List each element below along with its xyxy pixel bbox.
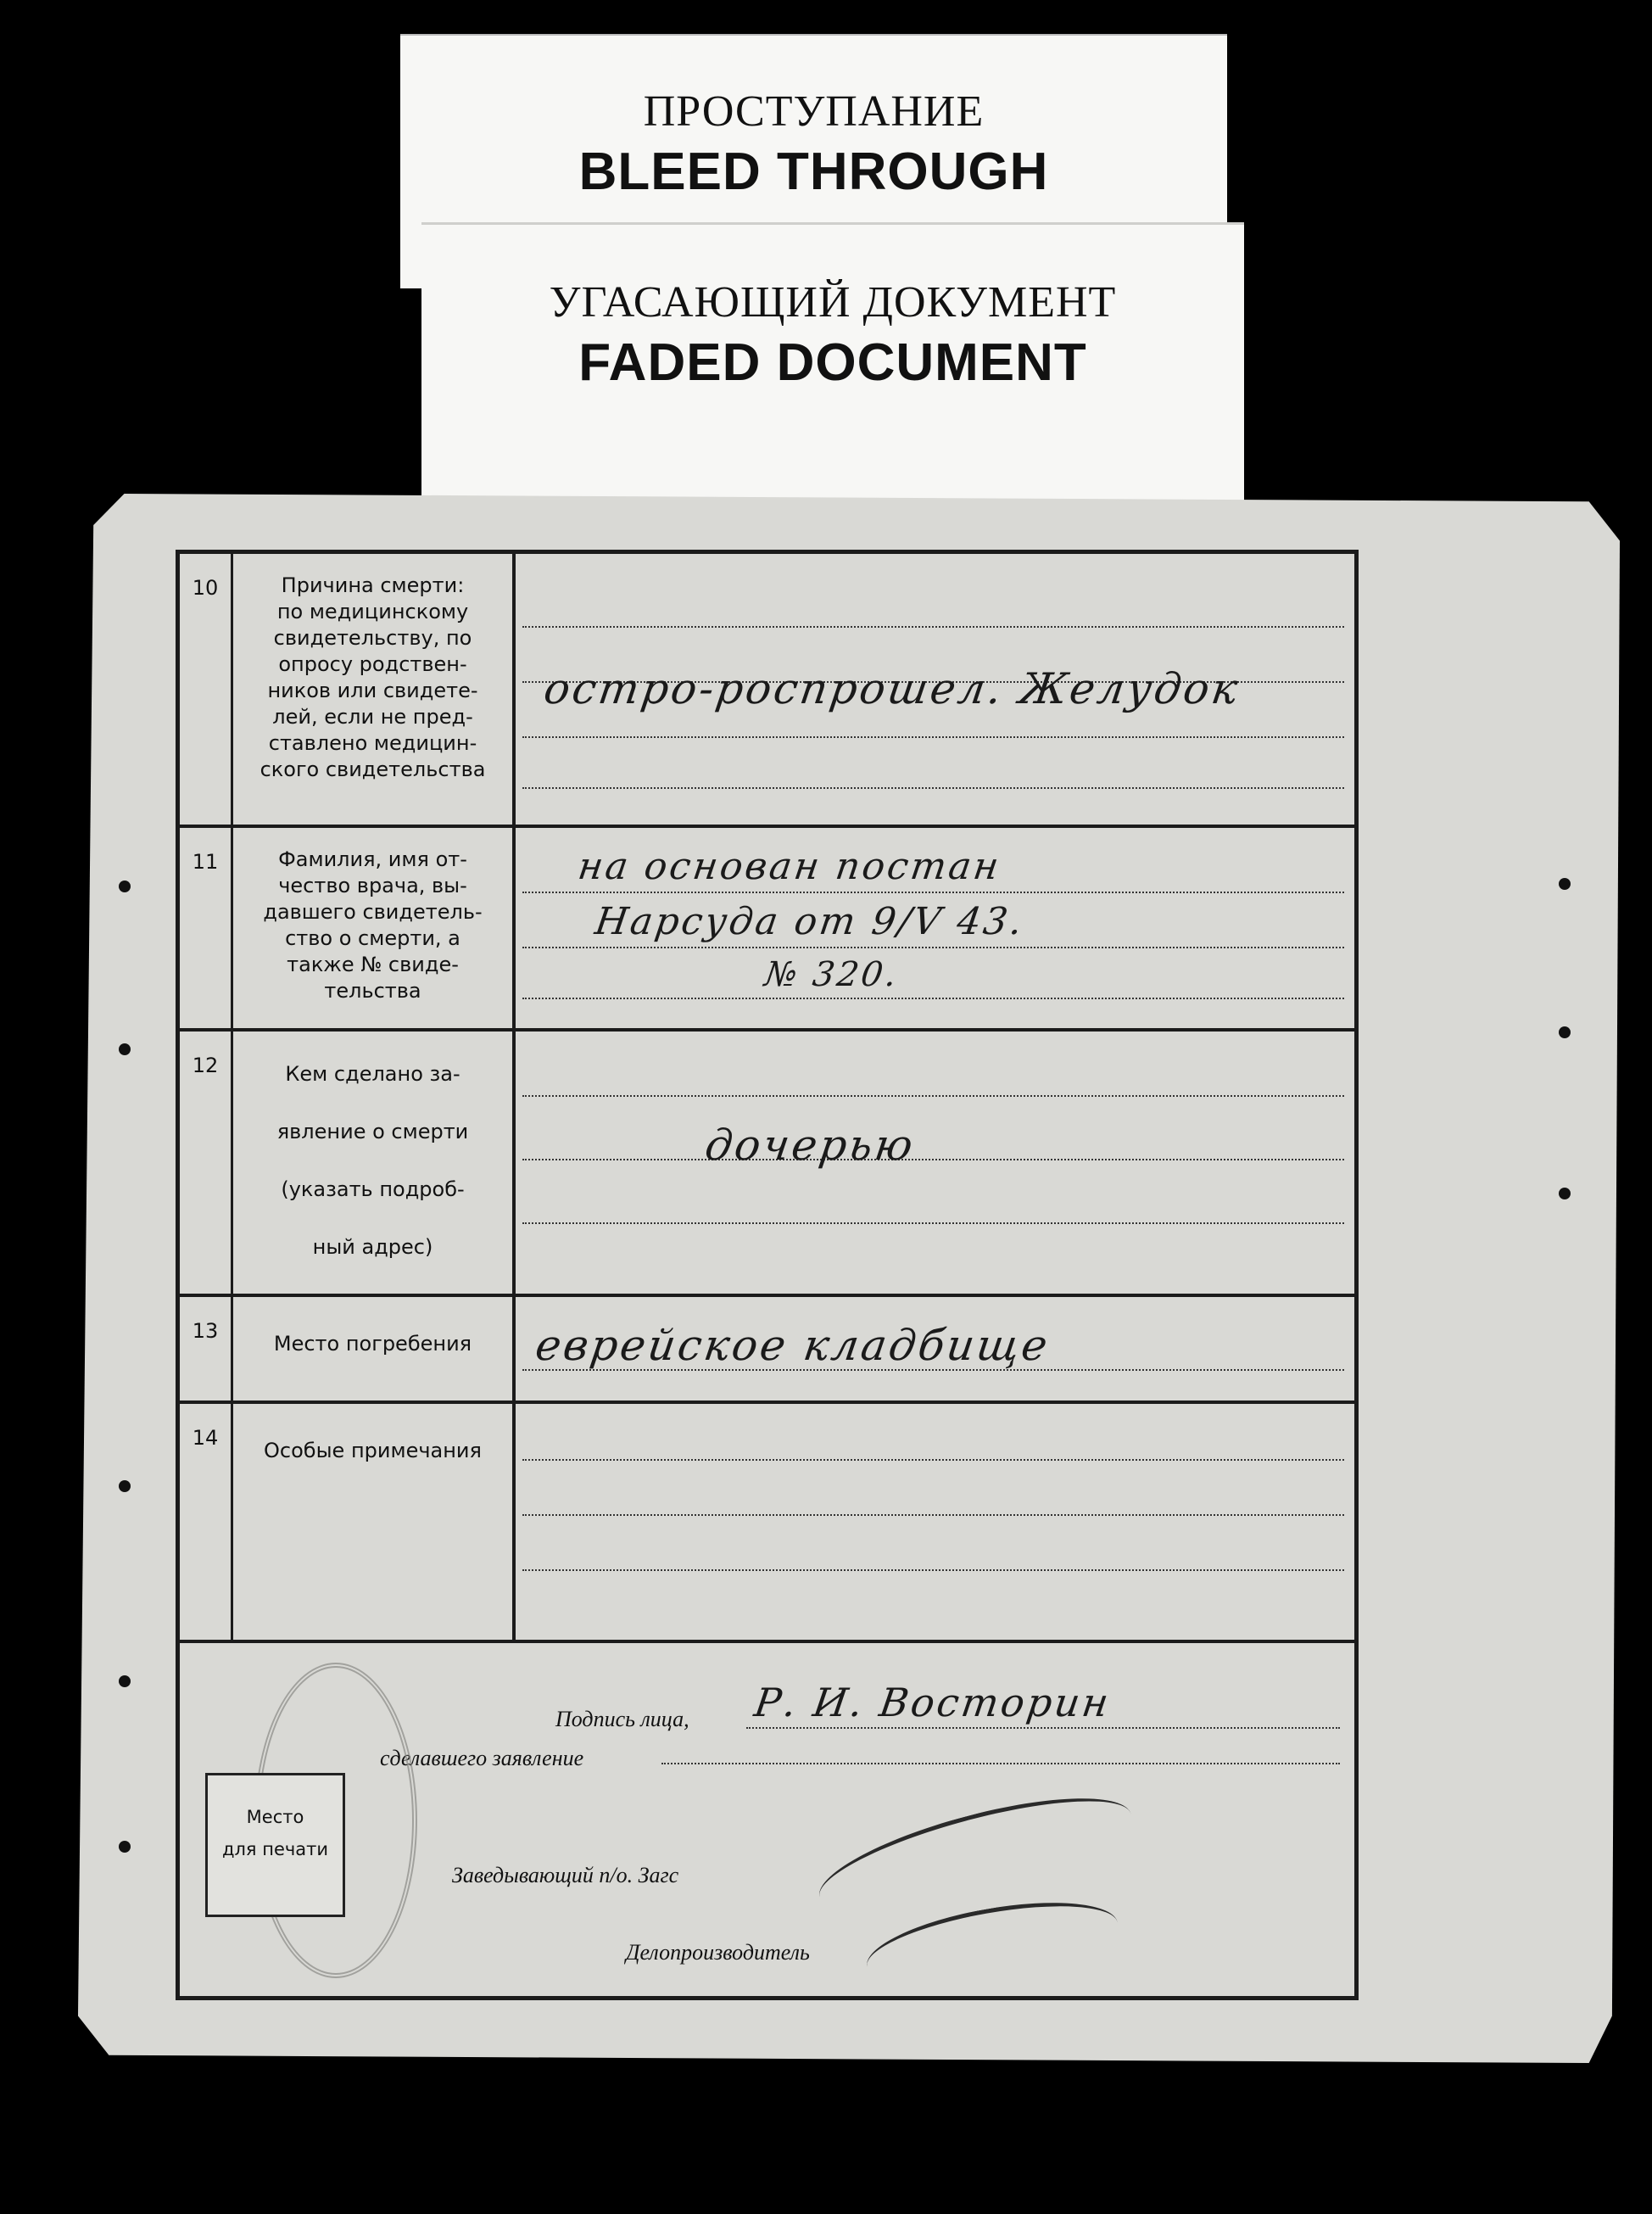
clerk-label: Делопроизводитель xyxy=(626,1940,810,1965)
stamp-placeholder-box xyxy=(205,1773,345,1917)
binder-hole xyxy=(119,1841,131,1853)
bleed-through-en: BLEED THROUGH xyxy=(578,143,1049,201)
binder-hole xyxy=(1559,1188,1571,1199)
row-number: 11 xyxy=(180,828,233,1028)
row-number: 13 xyxy=(180,1297,233,1401)
dotted-line xyxy=(522,998,1344,999)
dotted-line xyxy=(522,1222,1344,1224)
dotted-line xyxy=(522,626,1344,628)
form-row-13 xyxy=(180,1297,1354,1404)
binder-hole xyxy=(119,1043,131,1055)
dotted-line xyxy=(522,1514,1344,1516)
faded-document-en: FADED DOCUMENT xyxy=(578,333,1087,392)
row-number: 14 xyxy=(180,1404,233,1640)
dotted-line xyxy=(522,947,1344,948)
dotted-line xyxy=(522,1095,1344,1097)
form-row-10 xyxy=(180,554,1354,828)
binder-hole xyxy=(119,1675,131,1687)
faded-document-card xyxy=(421,222,1244,505)
row-label: Фамилия, имя от- чество врача, вы- давшего свидетель- ство о смерти, а также № свиде- тельства xyxy=(233,828,516,1028)
row-label: Особые примечания xyxy=(233,1404,516,1640)
bleed-through-ru: ПРОСТУПАНИЕ xyxy=(643,87,985,136)
dotted-line xyxy=(522,787,1344,789)
handwritten-doctor-line-2: Нарсуда от 9/V 43. xyxy=(592,900,1028,943)
stamp-label-2: для печати xyxy=(221,1839,329,1859)
dotted-line xyxy=(522,736,1344,738)
stamp-label-1: Место xyxy=(246,1807,304,1827)
signature-label-2: сделавшего заявление xyxy=(380,1746,584,1770)
binder-hole xyxy=(1559,878,1571,890)
dotted-line xyxy=(522,1569,1344,1571)
form-row-14 xyxy=(180,1404,1354,1643)
dotted-line xyxy=(522,1159,1344,1160)
row-label: Кем сделано за- явление о смерти (указать подроб- ный адрес) xyxy=(233,1032,516,1294)
row-label: Причина смерти: по медицинскому свидетельству, по опросу родствен- ников или свидете- лей, если не пред- ставлено медицин- ского свидетельства xyxy=(233,554,516,825)
form-row-12 xyxy=(180,1032,1354,1297)
handwritten-declarant: дочерью xyxy=(701,1121,918,1170)
row-label: Место погребения xyxy=(233,1297,516,1401)
handwritten-burial-place: еврейское кладбище xyxy=(532,1321,1053,1370)
signature-dotted-line xyxy=(746,1727,1340,1729)
binder-hole xyxy=(119,1480,131,1492)
dotted-line xyxy=(522,892,1344,893)
row-number: 12 xyxy=(180,1032,233,1294)
dotted-line xyxy=(522,1459,1344,1461)
row-number: 10 xyxy=(180,554,233,825)
signature-dotted-line xyxy=(661,1763,1340,1764)
binder-hole xyxy=(1559,1026,1571,1038)
signature-label-1: Подпись лица, xyxy=(555,1707,689,1731)
handwritten-cause-of-death: остро-роспрошел. Желудок xyxy=(540,664,1243,713)
handwritten-doctor-line-3: № 320. xyxy=(762,955,901,994)
faded-document-ru: УГАСАЮЩИЙ ДОКУМЕНТ xyxy=(549,278,1117,327)
handwritten-declarant-signature: Р. И. Восторин xyxy=(751,1680,1114,1725)
handwritten-doctor-line-1: на основан постан xyxy=(575,845,1004,888)
head-of-registry-label: Заведывающий п/о. Загс xyxy=(452,1863,679,1887)
form-row-11 xyxy=(180,828,1354,1032)
binder-hole xyxy=(119,881,131,892)
